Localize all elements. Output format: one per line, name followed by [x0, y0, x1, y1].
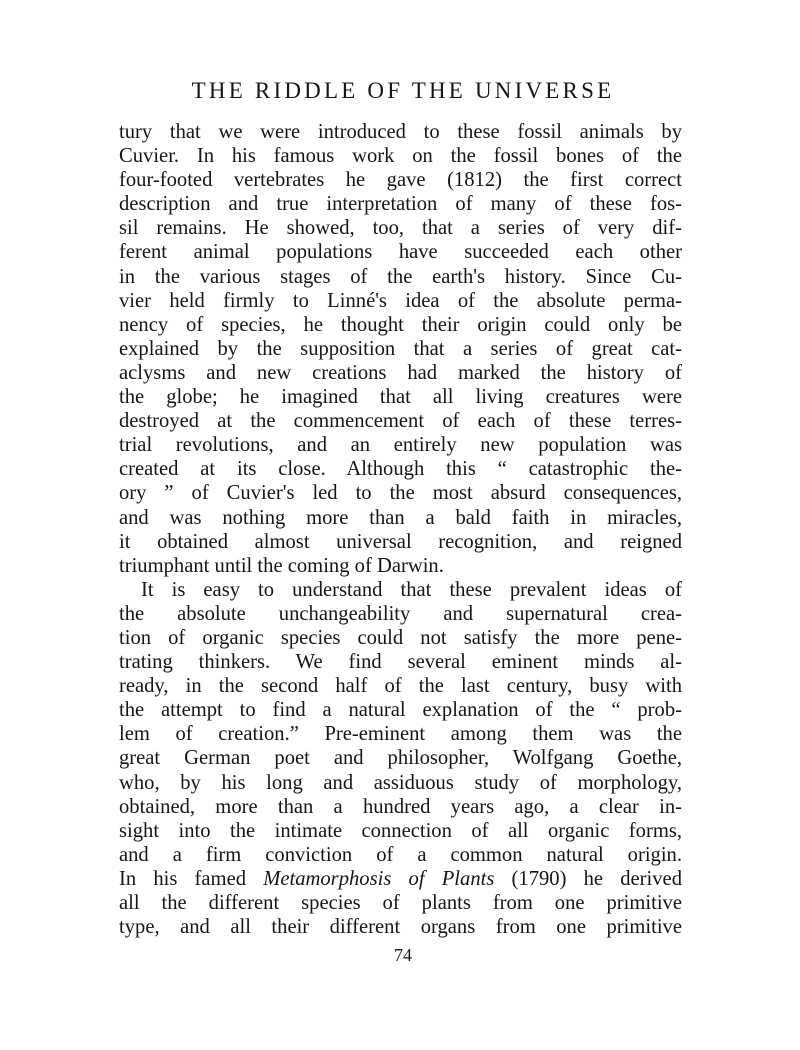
page-number: 74 — [394, 945, 412, 965]
text-line: sight into the intimate connection of all organic forms, — [119, 819, 682, 842]
text-line: four-footed vertebrates he gave (1812) the first correct — [119, 169, 682, 192]
text-line: aclysms and new creations had marked the history of — [119, 361, 682, 384]
text-line: who, by his long and assiduous study of morphology, — [119, 771, 682, 794]
text-line: lem of creation.” Pre-eminent among them was the — [119, 723, 682, 746]
text-line: and was nothing more than a bald faith in miracles, — [119, 506, 682, 529]
text-line: tury that we were introduced to these fossil animals by — [119, 121, 682, 143]
text-line: great German poet and philosopher, Wolfgang Goethe, — [119, 747, 682, 770]
text-line: nency of species, he thought their origin could only be — [119, 313, 682, 336]
text-line: type, and all their different organs from one primitive — [119, 916, 682, 939]
text-line: It is easy to understand that these prevalent ideas of — [141, 578, 682, 601]
text-line: and a firm conviction of a common natural origin. — [119, 843, 682, 866]
text-line: ory ” of Cuvier's led to the most absurd consequences, — [119, 482, 682, 505]
text-line: trating thinkers. We find several eminent minds al- — [119, 651, 682, 674]
text-line: it obtained almost universal recognition, and reigned — [119, 530, 682, 553]
text-line: created at its close. Although this “ catastrophic the- — [119, 458, 682, 481]
text-line: the attempt to find a natural explanation of the “ prob- — [119, 699, 682, 722]
text-line: the globe; he imagined that all living creatures were — [119, 386, 682, 409]
text-line: description and true interpretation of many of these fos- — [119, 193, 682, 216]
text-line: triumphant until the coming of Darwin. — [119, 554, 444, 577]
text-run: (1790) he derived — [511, 867, 682, 890]
text-line: destroyed at the commencement of each of these terres- — [119, 410, 682, 433]
text-line: vier held firmly to Linné's idea of the absolute perma- — [119, 289, 682, 312]
text-line: Cuvier. In his famous work on the fossil bones of the — [119, 145, 682, 168]
text-line: all the different species of plants from one primitive — [119, 892, 682, 914]
paragraph — [119, 578, 682, 939]
text-line: tion of organic species could not satisfy the more pene- — [119, 626, 682, 649]
text-line: obtained, more than a hundred years ago, a clear in- — [119, 795, 682, 818]
text-run: In his famed — [119, 867, 247, 890]
body-text — [119, 120, 682, 939]
text-line — [119, 867, 682, 891]
book-title-italic: Metamorphosis of Plants — [263, 867, 495, 890]
text-line: sil remains. He showed, too, that a series of very dif- — [119, 217, 682, 240]
text-line: ferent animal populations have succeeded each other — [119, 241, 682, 264]
paragraph — [119, 120, 682, 578]
text-line: explained by the supposition that a series of great cat- — [119, 337, 682, 360]
text-line: in the various stages of the earth's history. Since Cu- — [119, 265, 682, 288]
running-head: THE RIDDLE OF THE UNIVERSE — [191, 78, 615, 103]
text-line: ready, in the second half of the last century, busy with — [119, 675, 682, 698]
text-line: trial revolutions, and an entirely new population was — [119, 434, 682, 457]
text-line: the absolute unchangeability and supernatural crea- — [119, 602, 682, 625]
